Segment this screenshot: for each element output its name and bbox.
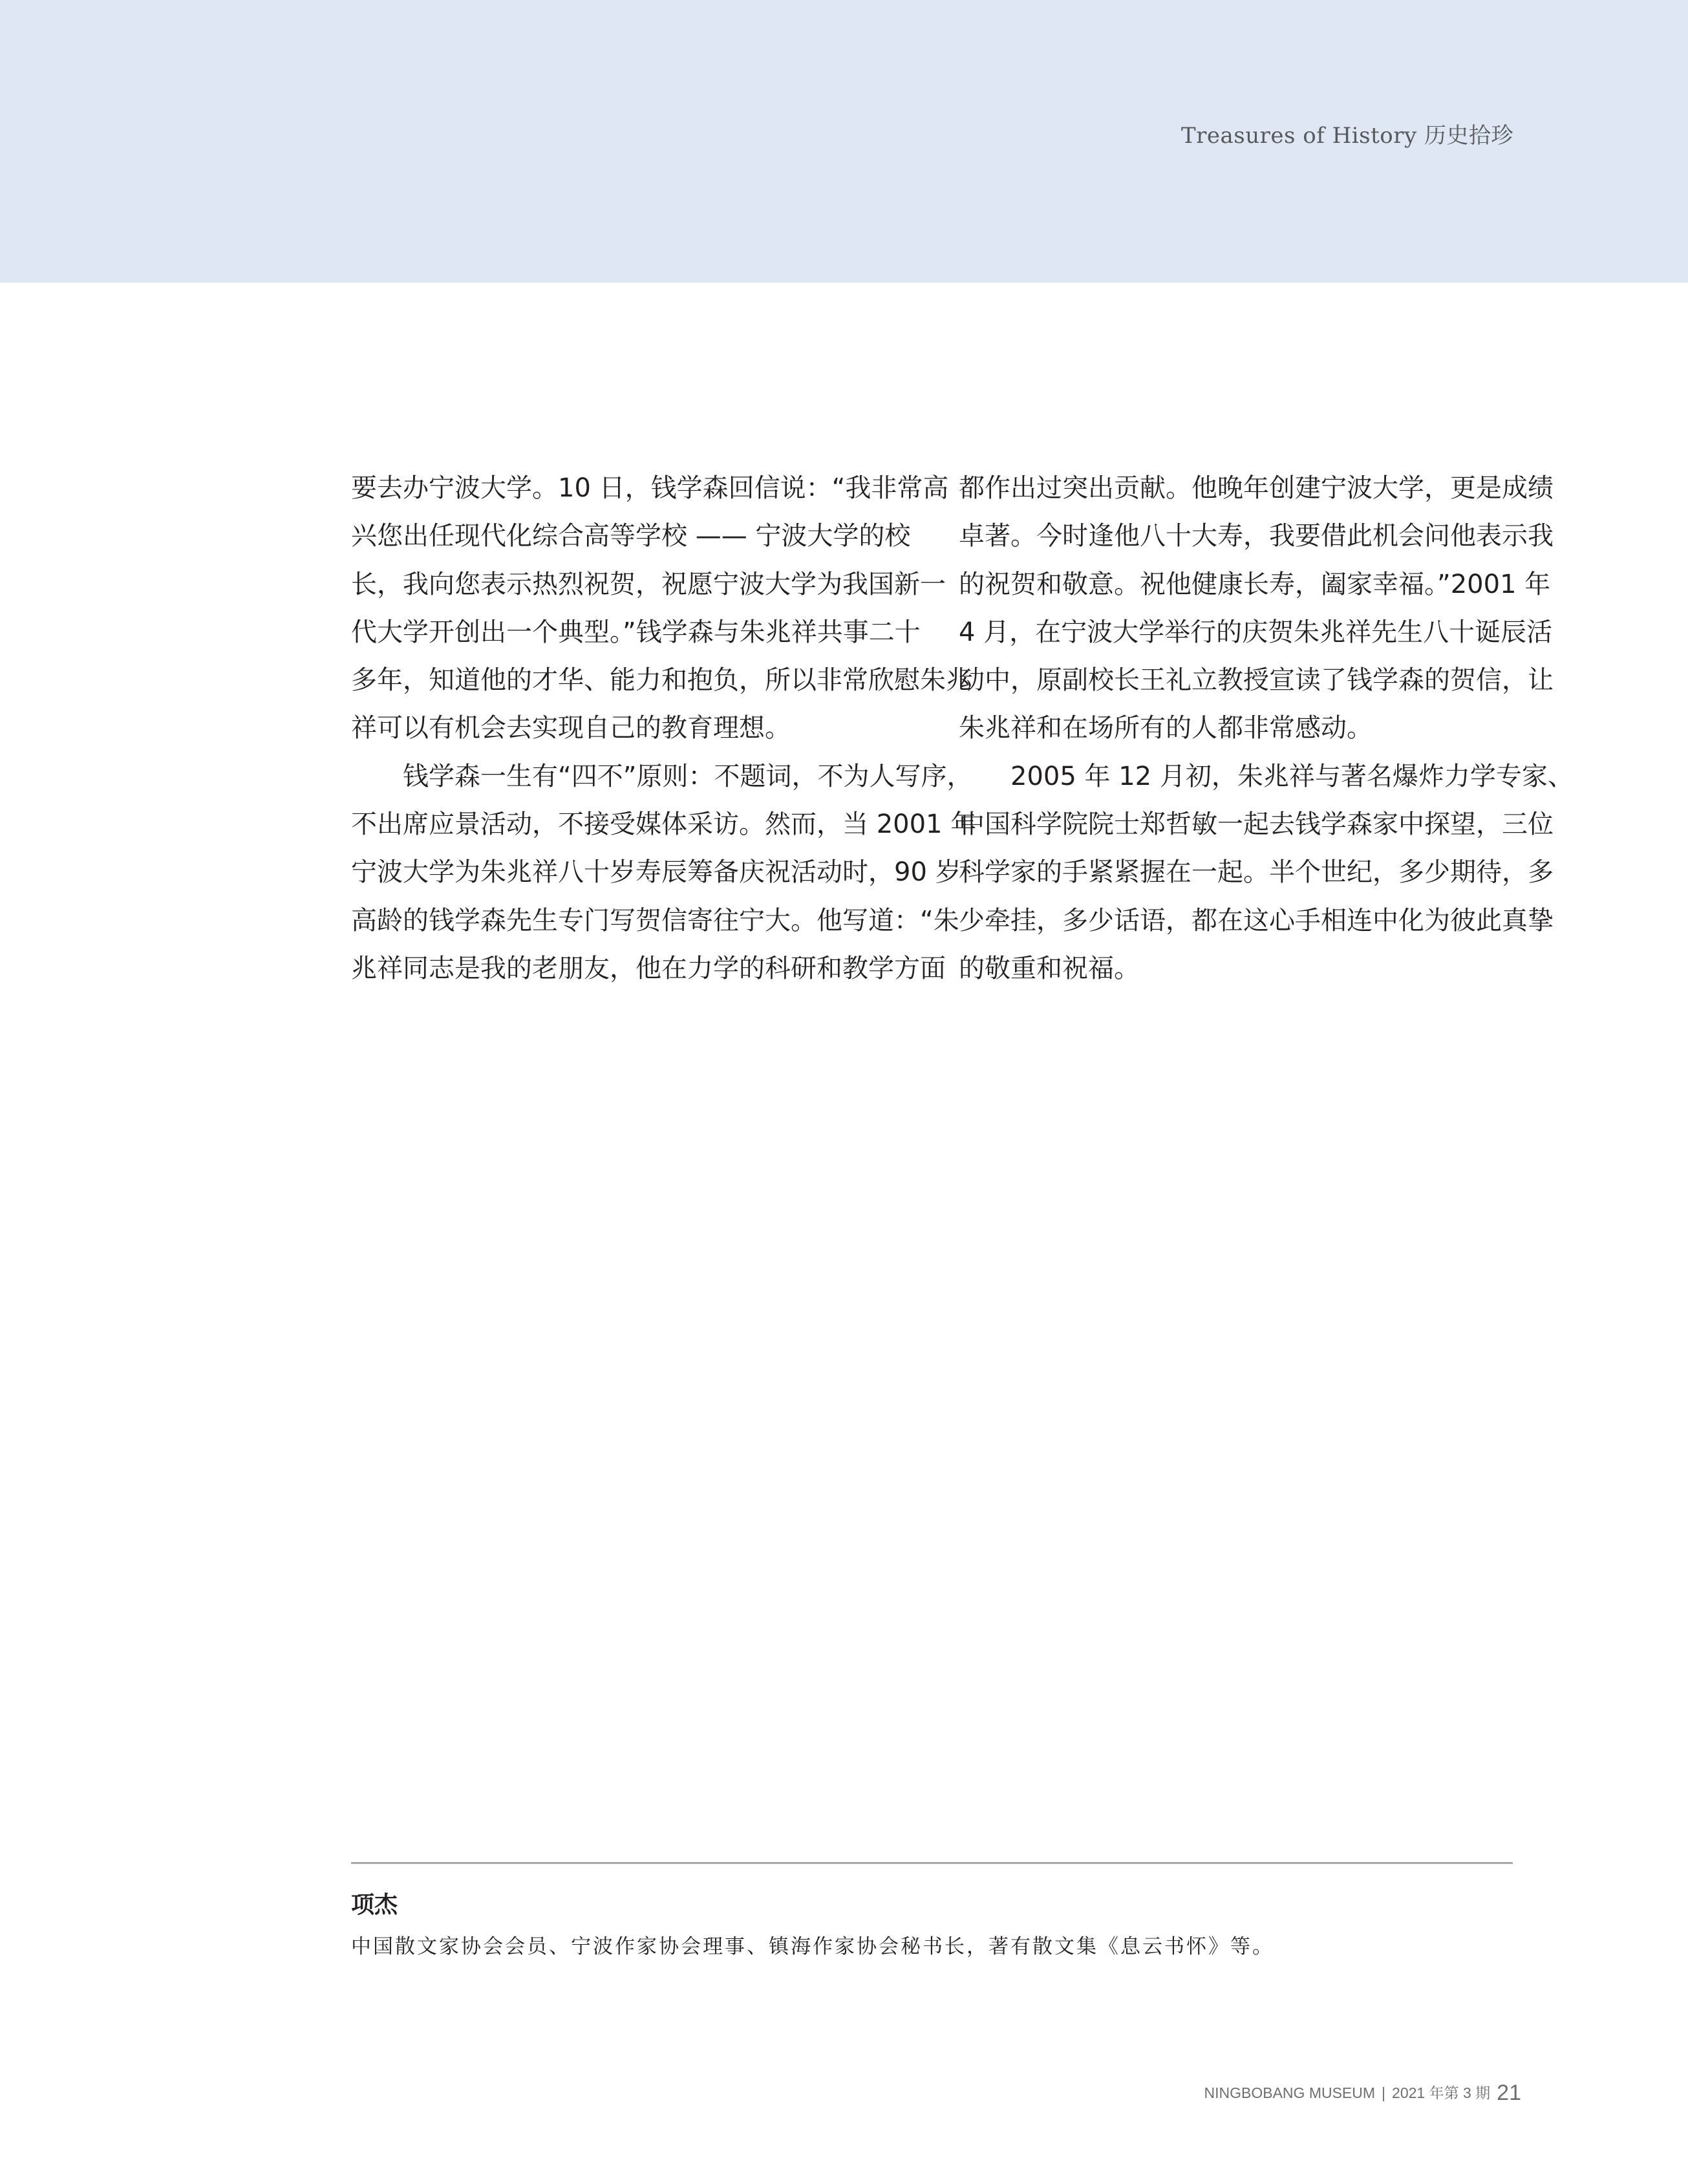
- section-label: Treasures of History 历史拾珍: [1181, 123, 1513, 149]
- text-line: 祥可以有机会去实现自己的教育理想。: [351, 713, 791, 744]
- text-line: 科学家的手紧紧握在一起。半个世纪，多少期待，多: [959, 857, 1554, 888]
- article-column-right: [959, 464, 1574, 992]
- text-line: 中国科学院院士郑哲敏一起去钱学森家中探望，三位: [959, 809, 1554, 840]
- text-line: 要去办宁波大学。10 日，钱学森回信说：“我非常高: [351, 473, 949, 503]
- text-line: 多年，知道他的才华、能力和抱负，所以非常欣慰朱兆: [351, 665, 972, 696]
- text-line: 钱学森一生有“四不”原则：不题词，不为人写序，: [403, 761, 973, 791]
- text-line: 的祝贺和敬意。祝他健康长寿，阖家幸福。”2001 年: [959, 569, 1551, 599]
- issue-label: 2021 年第 3 期: [1392, 2084, 1491, 2101]
- text-line: 卓著。今时逢他八十大寿，我要借此机会问他表示我: [959, 521, 1554, 551]
- text-line: 朱兆祥和在场所有的人都非常感动。: [959, 713, 1373, 744]
- text-line: 代大学开创出一个典型。”钱学森与朱兆祥共事二十: [351, 617, 921, 647]
- text-line: 4 月，在宁波大学举行的庆贺朱兆祥先生八十诞辰活: [959, 617, 1553, 647]
- text-line: 兴您出任现代化综合高等学校 —— 宁波大学的校: [351, 521, 911, 551]
- page-footer: [1204, 2081, 1521, 2106]
- author-name: 项杰: [351, 1892, 398, 1918]
- text-line: 长，我向您表示热烈祝贺，祝愿宁波大学为我国新一: [351, 569, 946, 599]
- author-bio: 中国散文家协会会员、宁波作家协会理事、镇海作家协会秘书长，著有散文集《息云书怀》等。: [351, 1935, 1274, 1958]
- text-line: 不出席应景活动，不接受媒体采访。然而，当 2001 年: [351, 809, 977, 840]
- text-line: 兆祥同志是我的老朋友，他在力学的科研和教学方面: [351, 953, 946, 983]
- article-column-left: [351, 464, 977, 992]
- text-line: 高龄的钱学森先生专门写贺信寄往宁大。他写道：“朱: [351, 905, 959, 936]
- footer-separator: |: [1382, 2084, 1386, 2101]
- publication-name: NINGBOBANG MUSEUM: [1204, 2084, 1376, 2101]
- text-line: 2005 年 12 月初，朱兆祥与著名爆炸力学专家、: [1010, 761, 1574, 791]
- text-line: 动中，原副校长王礼立教授宣读了钱学森的贺信，让: [959, 665, 1554, 696]
- text-line: 都作出过突出贡献。他晚年创建宁波大学，更是成绩: [959, 473, 1554, 503]
- author-divider: [351, 1862, 1513, 1864]
- text-line: 宁波大学为朱兆祥八十岁寿辰筹备庆祝活动时，90 岁: [351, 857, 961, 888]
- header-band: [0, 0, 1688, 283]
- page-number: 21: [1497, 2081, 1521, 2105]
- text-line: 的敬重和祝福。: [959, 953, 1140, 983]
- text-line: 少牵挂，多少话语，都在这心手相连中化为彼此真挚: [959, 905, 1554, 936]
